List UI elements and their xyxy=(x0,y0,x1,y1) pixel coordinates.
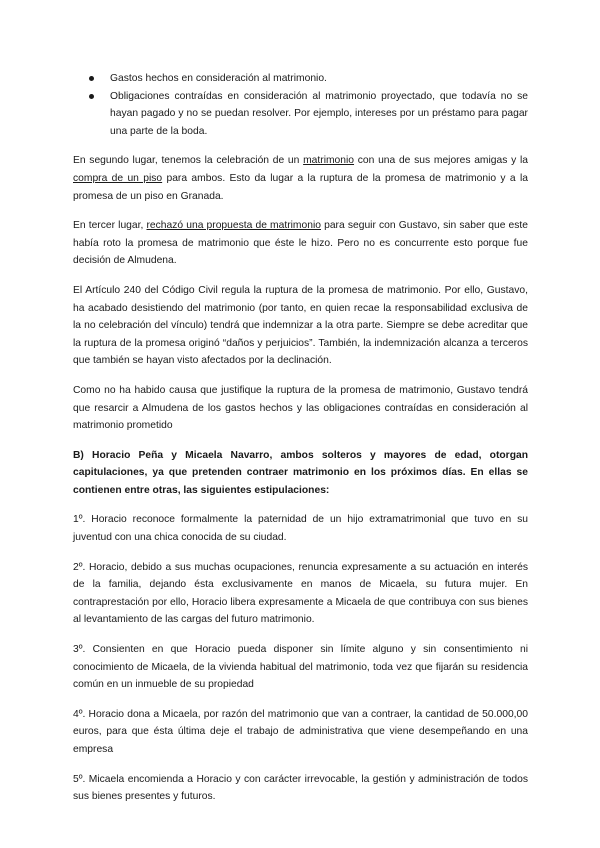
paragraph-second-place: En segundo lugar, tenemos la celebración de un matrimonio con una de sus mejores amigas y la compra de un piso para ambos. Esto da lugar a la ruptura de la promesa de matrimonio y a la promesa de un piso en Granada. xyxy=(73,155,528,202)
stipulation-3: 3º. Consienten en que Horacio pueda disponer sin límite alguno y sin consentimiento ni conocimiento de Micaela, de la vivienda habitual del matrimonio, toda vez que fijarán su residencia común en un inmueble de su propiedad xyxy=(73,644,528,691)
link-rechazo-propuesta[interactable]: rechazó una propuesta de matrimonio xyxy=(146,220,321,232)
link-matrimonio[interactable]: matrimonio xyxy=(303,155,355,167)
paragraph-article-240: El Artículo 240 del Código Civil regula la ruptura de la promesa de matrimonio. Por ello, Gustavo, ha acabado desistiendo del matrimonio (por tanto, en quien recae la responsabilidad exclusiva de la no celebración del vínculo) tendrá que indemnizar a la otra parte. Siempre se debe acreditar que la ruptura de la promesa originó “daños y perjuicios”. También, la indemnización alcanza a terceros que también se hayan visto afectados por la declinación. xyxy=(73,284,528,367)
stipulation-2: 2º. Horacio, debido a sus muchas ocupaciones, renuncia expresamente a su actuación en interés de la familia, dejando ésta exclusivamente en manos de Micaela, su futura mujer. En contraprestación por ello, Horacio libera expresamente a Micaela de que contribuya con sus bienes al levantamiento de las cargas del futuro matrimonio. xyxy=(73,561,528,626)
stipulation-4: 4º. Horacio dona a Micaela, por razón del matrimonio que van a contraer, la cantidad de 50.000,00 euros, para que ésta última deje el trabajo de administrativa que viene desempeñando en una empresa xyxy=(73,708,528,755)
bullet-list xyxy=(73,70,528,140)
section-heading-b: B) Horacio Peña y Micaela Navarro, ambos solteros y mayores de edad, otorgan capitulaciones, ya que pretenden contraer matrimonio en los próximos días. En ellas se contienen entre otras, las siguientes estipulaciones: xyxy=(73,449,528,496)
paragraph-third-place: En tercer lugar, rechazó una propuesta de matrimonio para seguir con Gustavo, sin saber que este había roto la promesa de matrimonio que éste le hizo. Pero no es concurrente esto porque fue decisión de Almudena. xyxy=(73,220,529,267)
paragraph-conclusion: Como no ha habido causa que justifique la ruptura de la promesa de matrimonio, Gustavo tendrá que resarcir a Almudena de los gastos hechos y las obligaciones contraídas en consideración al matrimonio prometido xyxy=(73,384,528,432)
list-item: Obligaciones contraídas en consideración al matrimonio proyectado, que todavía no se hayan pagado y no se puedan resolver. Por ejemplo, intereses por un préstamo para pagar una parte de la boda. xyxy=(73,88,528,141)
stipulation-1: 1º. Horacio reconoce formalmente la paternidad de un hijo extramatrimonial que tuvo en su juventud con una chica conocida de su ciudad. xyxy=(73,514,528,544)
document-body xyxy=(73,70,528,818)
link-compra-piso[interactable]: compra de un piso xyxy=(73,172,163,184)
bullet-dot-icon xyxy=(89,76,94,81)
bullet-dot-icon xyxy=(89,94,94,99)
list-item: Gastos hechos en consideración al matrimonio. xyxy=(73,70,528,88)
stipulation-5: 5º. Micaela encomienda a Horacio y con carácter irrevocable, la gestión y administración de todos sus bienes presentes y futuros. xyxy=(73,773,528,803)
